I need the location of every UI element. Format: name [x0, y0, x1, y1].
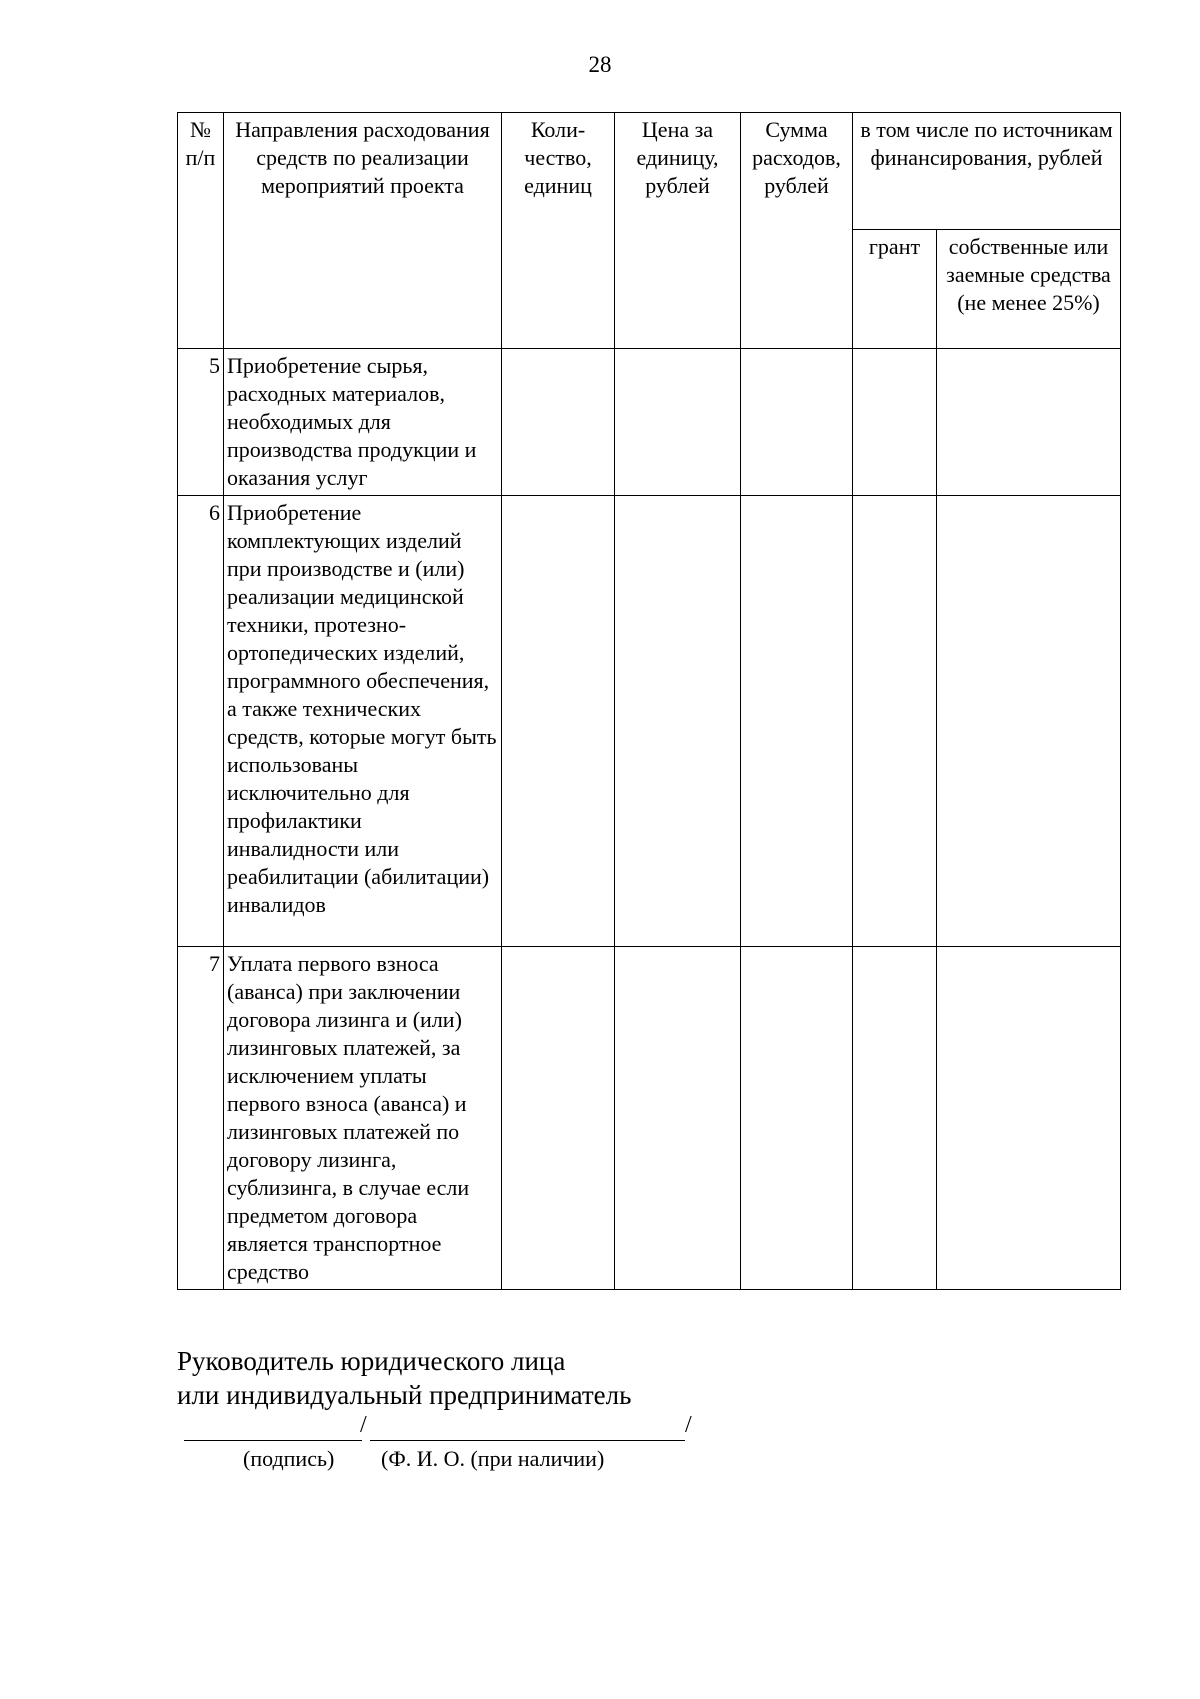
- row-direction: Приобретение комплектующих изделий при производстве и (или) реализации медицинской техники, протезно-ортопедических изделий, программного обеспечения, а также технических средств, которые могут быть использованы исключительно для профилактики инвалидности или реабилитации (абилитации) инвалидов: [224, 496, 502, 947]
- header-row: [178, 113, 1121, 230]
- row-direction: Уплата первого взноса (аванса) при заключении договора лизинга и (или) лизинговых платежей, за исключением уплаты первого взноса (аванса) и лизинговых платежей по договору лизинга, сублизинга, в случае если предметом договора является транспортное средство: [224, 947, 502, 1290]
- name-blank-line[interactable]: [370, 1418, 685, 1441]
- cell-own-funds: [937, 349, 1121, 496]
- header-quantity: Коли-чество, единиц: [502, 113, 615, 349]
- header-grant: грант: [853, 230, 937, 349]
- header-direction: Направления расходования средств по реализации мероприятий проекта: [224, 113, 502, 349]
- table-row: [178, 947, 1121, 1290]
- cell-sum: [741, 947, 853, 1290]
- row-num: 5: [178, 349, 224, 496]
- cell-grant: [853, 349, 937, 496]
- signature-title-line1: Руководитель юридического лица: [177, 1346, 566, 1376]
- cell-own-funds: [937, 496, 1121, 947]
- cell-sum: [741, 349, 853, 496]
- cell-quantity: [502, 947, 615, 1290]
- cell-grant: [853, 947, 937, 1290]
- caption-full-name: (Ф. И. О. (при наличии): [381, 1446, 605, 1471]
- expense-table: [177, 112, 1121, 1290]
- closing-slash: /: [685, 1412, 692, 1438]
- cell-quantity: [502, 349, 615, 496]
- cell-own-funds: [937, 947, 1121, 1290]
- signature-blank-line[interactable]: [184, 1418, 362, 1441]
- cell-sum: [741, 496, 853, 947]
- header-own-funds: собственные или заемные средства (не менее 25%): [937, 230, 1121, 349]
- table-row: [178, 349, 1121, 496]
- cell-price: [615, 947, 741, 1290]
- table-row: [178, 496, 1121, 947]
- row-num: 7: [178, 947, 224, 1290]
- header-num: № п/п: [178, 113, 224, 349]
- separator-slash: /: [360, 1412, 367, 1438]
- caption-signature: (подпись): [243, 1446, 335, 1471]
- signature-block: [177, 1344, 631, 1412]
- header-sources: в том числе по источникам финансирования, рублей: [853, 113, 1121, 230]
- header-price: Цена за единицу, рублей: [615, 113, 741, 349]
- header-sum: Сумма расходов, рублей: [741, 113, 853, 349]
- cell-grant: [853, 496, 937, 947]
- cell-price: [615, 349, 741, 496]
- cell-price: [615, 496, 741, 947]
- row-num: 6: [178, 496, 224, 947]
- signature-title-line2: или индивидуальный предприниматель: [177, 1380, 632, 1410]
- page-number: 28: [588, 52, 612, 77]
- cell-quantity: [502, 496, 615, 947]
- row-direction: Приобретение сырья, расходных материалов, необходимых для производства продукции и оказания услуг: [224, 349, 502, 496]
